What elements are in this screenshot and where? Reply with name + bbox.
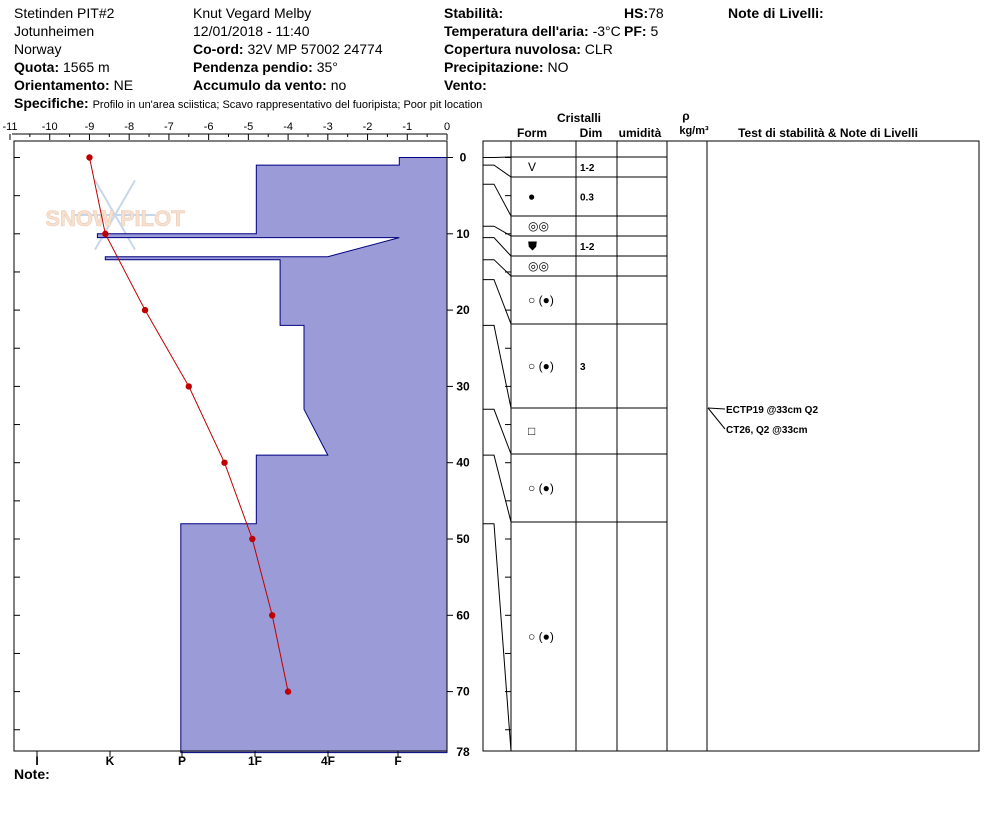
temperature-point (102, 231, 108, 237)
elevation-label: Quota: (14, 59, 60, 75)
datetime: 12/01/2018 - 11:40 (193, 23, 310, 39)
temperature-point (285, 688, 291, 694)
region: Jotunheimen (14, 23, 95, 39)
wind-loading-value: no (330, 77, 347, 93)
depth-tick-label: 30 (456, 379, 470, 394)
temperature-point (86, 154, 92, 160)
stability-label: Stabilità: (444, 5, 504, 21)
layer-connector (483, 226, 511, 236)
slope-value: 35° (316, 59, 338, 75)
air-temp-value: -3°C (592, 23, 621, 39)
grain-size-label: 1-2 (580, 163, 595, 174)
depth-tick-label: 0 (459, 150, 467, 165)
hs-value: 78 (648, 5, 664, 21)
temperature-point (249, 536, 255, 542)
layer-connector (483, 165, 511, 177)
stability-test-label: ECTP19 @33cm Q2 (726, 405, 819, 416)
temperature-tick-label: -11 (2, 121, 18, 133)
temperature-tick-label: -10 (41, 121, 58, 133)
stability-test-pointer (708, 408, 725, 429)
hardness-tick-label: K (105, 754, 115, 768)
snowpilot-watermark (45, 180, 185, 249)
grain-form-symbol: ⛊ (528, 239, 538, 253)
specifics-value: Profilo in un'area sciistica; Scavo rappresentativo del fuoripista; Poor pit location (92, 99, 483, 111)
hardness-tick-label: 1F (247, 754, 263, 768)
grain-form-symbol: ○ (●) (528, 629, 554, 644)
density-unit: kg/m³ (679, 125, 709, 137)
grain-size-label: 1-2 (580, 242, 595, 253)
layer-connector (483, 524, 511, 751)
snowpilot-logo-text: SNOW PILOT (45, 206, 185, 231)
hs-label: HS: (624, 5, 649, 21)
density-symbol: ρ (682, 109, 690, 123)
layer-connector (483, 184, 511, 216)
depth-tick-label: 10 (456, 226, 470, 241)
aspect-value: NE (113, 77, 134, 93)
layer-connector (483, 455, 511, 522)
grain-form-symbol: ○ (●) (528, 359, 554, 373)
grain-form-symbol: □ (528, 424, 536, 438)
layer-connector (483, 280, 511, 324)
grain-size-label: 0.3 (580, 192, 594, 204)
depth-max-label: 78 (456, 745, 470, 759)
temperature-point (221, 460, 227, 466)
depth-tick-label: 40 (456, 455, 470, 470)
temperature-tick-label: -1 (402, 121, 413, 133)
tests-header: Test di stabilità & Note di Livelli (738, 126, 918, 140)
moisture-header: umidità (618, 126, 662, 140)
notes-label: Note: (14, 766, 50, 782)
grain-form-symbol: ◎◎ (528, 259, 549, 273)
grain-form-symbol: ◎◎ (528, 219, 549, 233)
depth-tick-label: 70 (456, 684, 470, 699)
grain-form-symbol: ● (528, 189, 536, 204)
specifics-label: Specifiche: (14, 95, 89, 111)
layer-connector (483, 260, 511, 276)
temperature-tick-label: -3 (322, 121, 333, 133)
grain-form-symbol: ○ (●) (528, 481, 554, 495)
depth-tick-label: 50 (456, 532, 470, 546)
temperature-point (142, 307, 148, 313)
temperature-tick-label: -7 (164, 121, 174, 133)
form-header: Form (517, 126, 547, 140)
stability-test-label: CT26, Q2 @33cm (726, 425, 808, 436)
pf-label: PF: (624, 23, 647, 39)
temperature-tick-label: -2 (362, 121, 373, 133)
pf-value: 5 (650, 23, 659, 39)
wind-label: Vento: (444, 77, 487, 93)
hardness-tick-label: P (177, 754, 187, 768)
cloud-value: CLR (584, 41, 613, 57)
hardness-tick-label: 4F (320, 754, 336, 768)
grain-size-label: 3 (580, 362, 586, 373)
layer-connector (483, 157, 511, 158)
temperature-tick-label: -8 (124, 121, 135, 133)
stability-test-pointer (708, 408, 725, 409)
slope-label: Pendenza pendio: (193, 59, 313, 75)
hardness-tick-label: I (35, 754, 39, 768)
wind-loading-label: Accumulo da vento: (193, 77, 327, 93)
grain-form-symbol: V (528, 160, 537, 174)
size-header: Dim (579, 126, 603, 140)
layer-table-frame (483, 141, 979, 751)
cloud-label: Copertura nuvolosa: (444, 41, 581, 57)
temperature-point (269, 612, 275, 618)
precip-value: NO (547, 59, 569, 75)
observer: Knut Vegard Melby (193, 5, 312, 21)
coord-label: Co-ord: (193, 41, 244, 57)
elevation-value: 1565 m (63, 59, 110, 75)
country: Norway (14, 41, 62, 57)
crystals-header: Cristalli (556, 111, 602, 125)
pit-name: Stetinden PIT#2 (14, 5, 115, 21)
layer-connector (483, 409, 511, 454)
aspect-label: Orientamento: (14, 77, 110, 93)
precip-label: Precipitazione: (444, 59, 544, 75)
temperature-tick-label: -6 (203, 121, 214, 133)
coord-value: 32V MP 57002 24774 (247, 41, 383, 57)
temperature-tick-label: 0 (443, 121, 451, 133)
layer-connector (483, 325, 511, 408)
temperature-tick-label: -4 (283, 121, 293, 133)
temperature-tick-label: -9 (84, 121, 95, 133)
air-temp-label: Temperatura dell'aria: (444, 23, 589, 39)
depth-tick-label: 20 (456, 303, 470, 318)
layer-notes-label: Note di Livelli: (728, 5, 824, 21)
grain-form-symbol: ○ (●) (528, 293, 554, 307)
layer-connector (483, 238, 511, 256)
depth-tick-label: 60 (456, 608, 470, 623)
hardness-tick-label: F (394, 754, 402, 768)
temperature-point (186, 383, 192, 389)
temperature-tick-label: -5 (243, 121, 254, 133)
hardness-profile (97, 158, 447, 753)
